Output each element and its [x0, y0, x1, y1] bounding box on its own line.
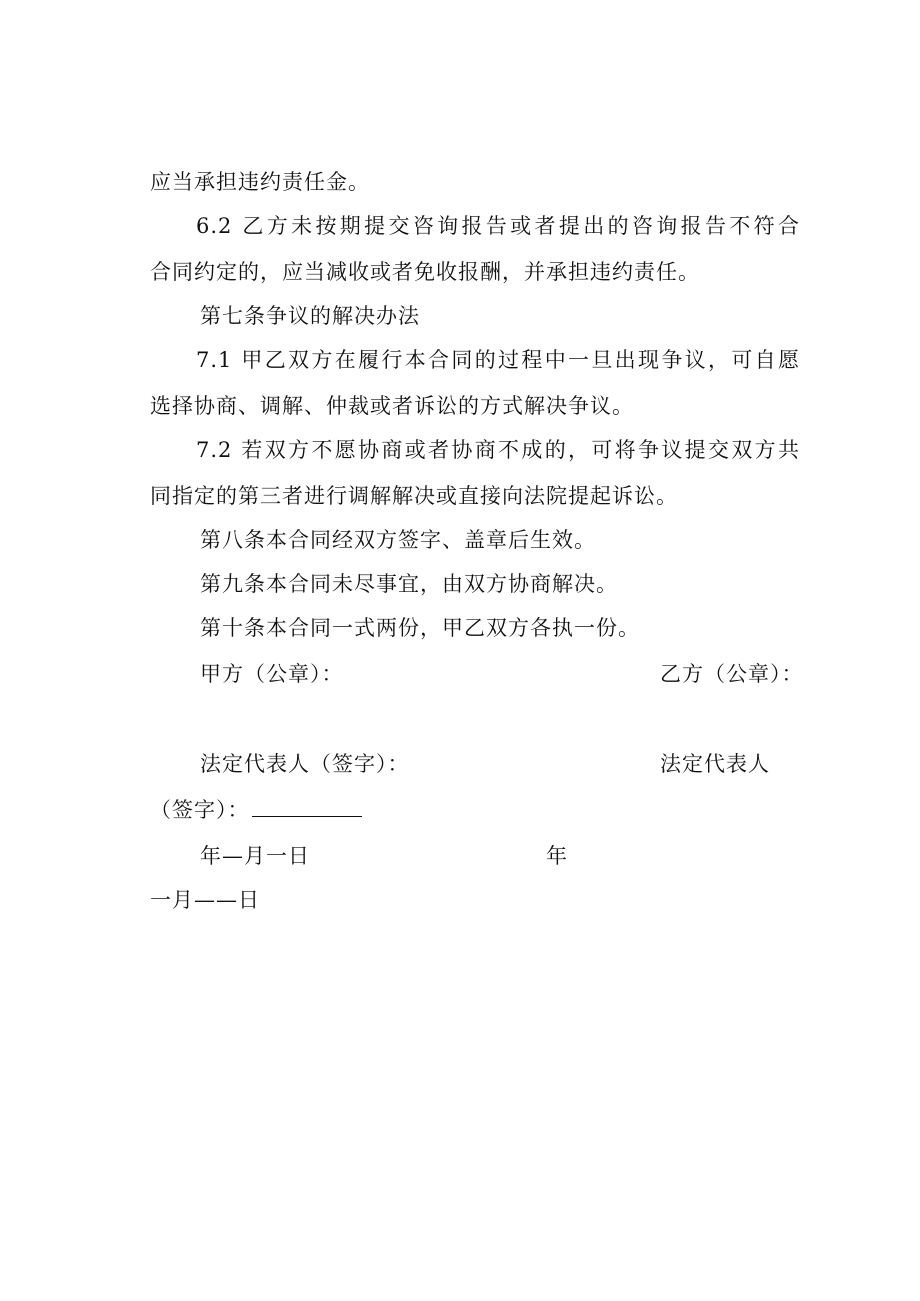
article-9: 第九条本合同未尽事宜，由双方协商解决。 — [200, 572, 618, 596]
party-b-signature-label: （签字）： — [150, 798, 250, 822]
party-b-signature-line — [150, 796, 362, 824]
clause-6-2-line1: 6.2 乙方未按期提交咨询报告或者提出的咨询报告不符合 — [196, 214, 800, 238]
party-a-representative-label: 法定代表人（签字）： — [200, 752, 410, 776]
party-a-seal-label: 甲方（公章）： — [200, 662, 344, 686]
party-b-representative-label: 法定代表人 — [660, 752, 770, 776]
party-b-seal-label: 乙方（公章）： — [660, 662, 804, 686]
clause-7-2-line1: 7.2 若双方不愿协商或者协商不成的，可将争议提交双方共 — [196, 438, 800, 462]
clause-7-1-line1: 7.1 甲乙双方在履行本合同的过程中一旦出现争议，可自愿 — [196, 348, 800, 372]
article-8: 第八条本合同经双方签字、盖章后生效。 — [200, 528, 596, 552]
party-a-date: 年—月一日 — [200, 844, 310, 868]
paragraph-penalty-end: 应当承担违约责任金。 — [150, 170, 370, 194]
party-b-date-year: 年 — [546, 844, 568, 868]
party-b-date-rest: 一月——日 — [150, 888, 260, 912]
clause-6-2-line2: 合同约定的，应当减收或者免收报酬，并承担违约责任。 — [150, 260, 700, 284]
article-10: 第十条本合同一式两份，甲乙双方各执一份。 — [200, 616, 640, 640]
signature-blank — [252, 796, 362, 817]
article-7-title: 第七条争议的解决办法 — [200, 304, 420, 328]
clause-7-2-line2: 同指定的第三者进行调解解决或直接向法院提起诉讼。 — [150, 484, 678, 508]
clause-7-1-line2: 选择协商、调解、仲裁或者诉讼的方式解决争议。 — [150, 394, 634, 418]
